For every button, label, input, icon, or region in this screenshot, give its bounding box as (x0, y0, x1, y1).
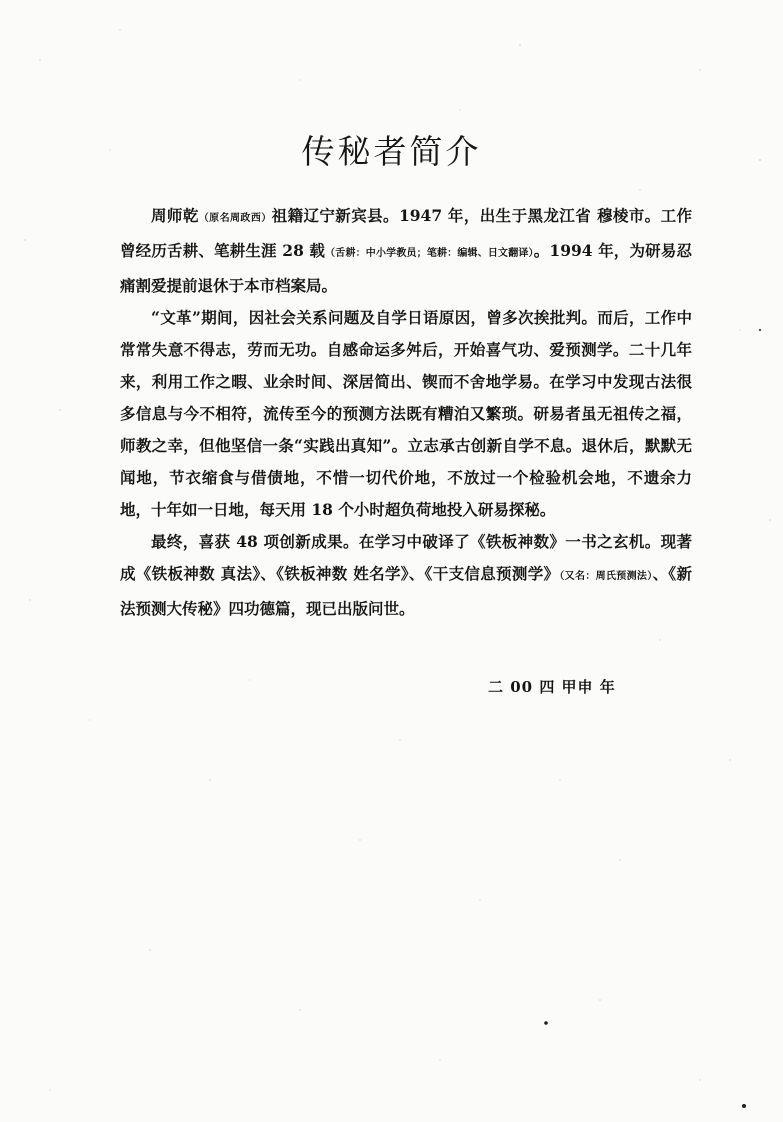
paragraph-2: “文革”期间，因社会关系问题及自学日语原因，曾多次挨批判。而后，工作中常常失意不得志，劳而无功。自感命运多舛后，开始喜气功、爱预测学。二十几年来，利用工作之暇、业余时间、深居简出、锲而不舍地学易。在学习中发现古法很多信息与今不相符，流传至今的预测方法既有糟泊又繁琐。研易者虽无祖传之福，师教之幸，但他坚信一条“实践出真知”。立志承古创新自学不息。退休后，默默无闻地，节衣缩食与借债地，不惜一切代价地，不放过一个检验机会地，不遗余力地，十年如一日地，每天用 18 个小时超负荷地投入研易探秘。 (120, 308, 692, 519)
date-signoff: 二 00 四 甲申 年 (488, 678, 616, 696)
paragraph-3 (120, 526, 692, 625)
paragraph-1-text-c: 。1994 年，为研易忍痛割爱提前退休于本市档案局。 (120, 241, 692, 295)
page-title: 传秘者简介 (301, 132, 482, 171)
paragraph-1-note-1: （原名周政西） (198, 213, 272, 224)
paragraph-1-text-b: 祖籍辽宁新宾县。1947 年，出生于黑龙江省 穆棱市。工作曾经历舌耕、笔耕生涯 28 载 (120, 206, 693, 260)
paragraph-1 (120, 200, 692, 302)
body-text (120, 200, 692, 625)
paragraph-3-text-b: 、《新法预测大传秘》四功德篇，现已出版问世。 (120, 564, 692, 618)
paragraph-3-text-a: 最终，喜获 48 项创新成果。在学习中破译了《铁板神数》一书之玄机。现著成《铁板神数 真法》、《铁板神数 姓名学》、《干支信息预测学》 (120, 532, 692, 583)
paragraph-1-note-2: （舌耕：中小学教员；笔耕：编辑、日文翻译） (325, 248, 534, 259)
paragraph-1-text-a: 周师乾 (151, 206, 199, 225)
paragraph-3-note: （又名：周氏预测法） (559, 571, 653, 582)
